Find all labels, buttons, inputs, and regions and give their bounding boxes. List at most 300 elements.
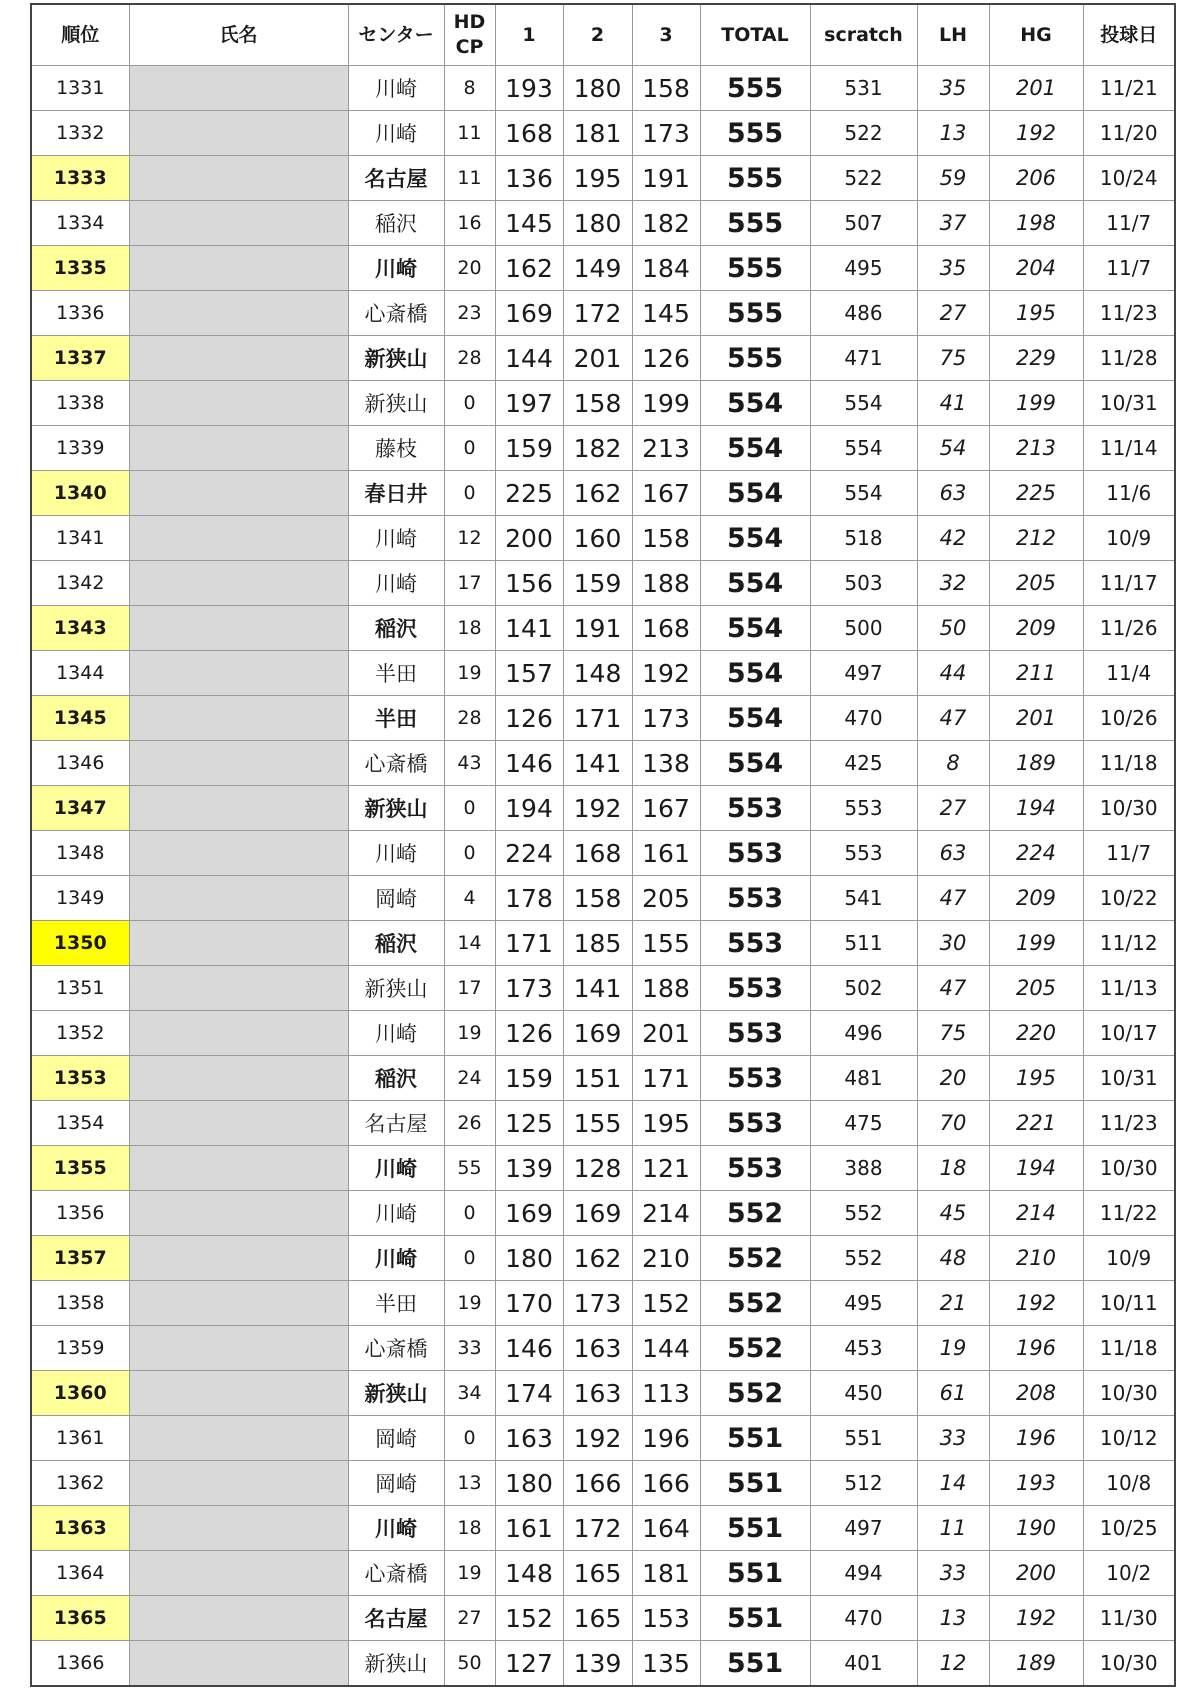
table-row [31,1596,1175,1641]
cell-hdcp: 19 [444,1011,495,1056]
cell-hdcp: 16 [444,201,495,246]
cell-total: 551 [700,1551,810,1596]
cell-center: 岡崎 [348,1461,444,1506]
header-hdcp [444,4,495,66]
cell-total: 554 [700,651,810,696]
cell-name [129,1056,348,1101]
cell-rank: 1363 [31,1506,129,1551]
table-row [31,1326,1175,1371]
cell-lh: 21 [917,1281,989,1326]
cell-rank: 1347 [31,786,129,831]
cell-date: 11/17 [1083,561,1175,606]
cell-rank: 1351 [31,966,129,1011]
table-row [31,66,1175,111]
header-hdcp-bottom: CP [455,36,484,58]
cell-total: 555 [700,66,810,111]
cell-center: 名古屋 [348,1101,444,1146]
cell-game-1: 125 [495,1101,563,1146]
cell-name [129,966,348,1011]
cell-total: 551 [700,1506,810,1551]
cell-total: 554 [700,696,810,741]
cell-date: 10/9 [1083,516,1175,561]
cell-scratch: 522 [810,156,917,201]
cell-lh: 63 [917,831,989,876]
cell-hdcp: 34 [444,1371,495,1416]
table-row [31,1146,1175,1191]
cell-hdcp: 12 [444,516,495,561]
cell-total: 552 [700,1326,810,1371]
cell-name [129,1146,348,1191]
cell-game-1: 127 [495,1641,563,1687]
cell-hg: 199 [989,381,1083,426]
cell-center: 新狭山 [348,381,444,426]
cell-scratch: 481 [810,1056,917,1101]
cell-game-1: 161 [495,1506,563,1551]
cell-center: 川崎 [348,561,444,606]
cell-hdcp: 0 [444,1236,495,1281]
cell-lh: 61 [917,1371,989,1416]
cell-lh: 30 [917,921,989,966]
cell-name [129,1236,348,1281]
header-game-2: 2 [563,4,632,66]
cell-hg: 213 [989,426,1083,471]
cell-game-1: 169 [495,1191,563,1236]
cell-name [129,1551,348,1596]
cell-game-3: 184 [632,246,700,291]
cell-rank: 1331 [31,66,129,111]
cell-game-1: 144 [495,336,563,381]
cell-total: 555 [700,291,810,336]
cell-date: 11/6 [1083,471,1175,516]
cell-hg: 220 [989,1011,1083,1056]
cell-rank: 1364 [31,1551,129,1596]
cell-game-1: 178 [495,876,563,921]
cell-date: 10/31 [1083,1056,1175,1101]
cell-rank: 1353 [31,1056,129,1101]
cell-lh: 59 [917,156,989,201]
cell-date: 11/14 [1083,426,1175,471]
cell-hg: 210 [989,1236,1083,1281]
cell-game-1: 159 [495,426,563,471]
cell-hg: 214 [989,1191,1083,1236]
cell-date: 10/25 [1083,1506,1175,1551]
cell-name [129,246,348,291]
ranking-table [30,3,1176,1687]
cell-lh: 50 [917,606,989,651]
cell-date: 10/31 [1083,381,1175,426]
cell-scratch: 495 [810,246,917,291]
cell-total: 553 [700,1146,810,1191]
cell-hdcp: 17 [444,561,495,606]
cell-date: 10/30 [1083,1641,1175,1687]
header-scratch: scratch [810,4,917,66]
header-total: TOTAL [700,4,810,66]
cell-scratch: 494 [810,1551,917,1596]
cell-total: 554 [700,426,810,471]
cell-lh: 12 [917,1641,989,1687]
cell-center: 川崎 [348,1011,444,1056]
cell-lh: 47 [917,696,989,741]
cell-hdcp: 50 [444,1641,495,1687]
cell-lh: 47 [917,966,989,1011]
cell-hg: 196 [989,1326,1083,1371]
cell-date: 11/18 [1083,741,1175,786]
cell-lh: 33 [917,1416,989,1461]
cell-lh: 35 [917,66,989,111]
cell-hdcp: 28 [444,336,495,381]
cell-hdcp: 0 [444,831,495,876]
cell-game-2: 172 [563,291,632,336]
cell-hg: 195 [989,1056,1083,1101]
table-row [31,1101,1175,1146]
cell-game-2: 195 [563,156,632,201]
cell-scratch: 497 [810,651,917,696]
cell-scratch: 497 [810,1506,917,1551]
cell-date: 11/18 [1083,1326,1175,1371]
cell-total: 553 [700,1011,810,1056]
cell-hg: 190 [989,1506,1083,1551]
cell-hdcp: 11 [444,111,495,156]
cell-game-3: 135 [632,1641,700,1687]
header-game-1: 1 [495,4,563,66]
cell-lh: 27 [917,291,989,336]
cell-scratch: 471 [810,336,917,381]
cell-total: 554 [700,516,810,561]
cell-lh: 14 [917,1461,989,1506]
cell-lh: 27 [917,786,989,831]
cell-lh: 32 [917,561,989,606]
cell-rank: 1365 [31,1596,129,1641]
cell-total: 553 [700,966,810,1011]
table-row [31,201,1175,246]
cell-game-2: 173 [563,1281,632,1326]
table-row [31,111,1175,156]
cell-center: 新狭山 [348,336,444,381]
cell-scratch: 475 [810,1101,917,1146]
cell-date: 10/30 [1083,1371,1175,1416]
cell-lh: 48 [917,1236,989,1281]
cell-hg: 192 [989,1596,1083,1641]
cell-center: 藤枝 [348,426,444,471]
cell-name [129,1506,348,1551]
cell-total: 555 [700,201,810,246]
cell-game-3: 181 [632,1551,700,1596]
cell-name [129,606,348,651]
cell-name [129,66,348,111]
table-row [31,651,1175,696]
cell-date: 10/12 [1083,1416,1175,1461]
cell-name [129,516,348,561]
cell-lh: 63 [917,471,989,516]
cell-center: 心斎橋 [348,1326,444,1371]
cell-rank: 1332 [31,111,129,156]
cell-rank: 1359 [31,1326,129,1371]
table-row [31,1281,1175,1326]
cell-hg: 209 [989,876,1083,921]
cell-center: 稲沢 [348,606,444,651]
cell-game-3: 153 [632,1596,700,1641]
cell-rank: 1341 [31,516,129,561]
cell-game-2: 158 [563,381,632,426]
cell-scratch: 553 [810,831,917,876]
cell-game-2: 185 [563,921,632,966]
cell-lh: 33 [917,1551,989,1596]
table-row [31,1191,1175,1236]
cell-total: 553 [700,831,810,876]
cell-game-2: 163 [563,1371,632,1416]
cell-hdcp: 0 [444,1416,495,1461]
cell-game-2: 168 [563,831,632,876]
cell-center: 名古屋 [348,1596,444,1641]
cell-date: 11/20 [1083,111,1175,156]
cell-lh: 20 [917,1056,989,1101]
cell-hdcp: 13 [444,1461,495,1506]
cell-center: 川崎 [348,246,444,291]
table-row [31,471,1175,516]
cell-name [129,201,348,246]
cell-game-1: 169 [495,291,563,336]
table-row [31,561,1175,606]
cell-hdcp: 0 [444,381,495,426]
cell-rank: 1333 [31,156,129,201]
cell-hg: 208 [989,1371,1083,1416]
cell-scratch: 511 [810,921,917,966]
cell-scratch: 495 [810,1281,917,1326]
cell-game-2: 191 [563,606,632,651]
cell-name [129,336,348,381]
cell-hg: 206 [989,156,1083,201]
cell-game-3: 188 [632,966,700,1011]
cell-lh: 41 [917,381,989,426]
cell-game-3: 192 [632,651,700,696]
table-row [31,786,1175,831]
cell-rank: 1342 [31,561,129,606]
cell-game-1: 174 [495,1371,563,1416]
cell-scratch: 531 [810,66,917,111]
cell-center: 岡崎 [348,876,444,921]
cell-scratch: 470 [810,1596,917,1641]
table-row [31,426,1175,471]
cell-lh: 70 [917,1101,989,1146]
cell-hdcp: 28 [444,696,495,741]
cell-total: 551 [700,1461,810,1506]
cell-game-3: 166 [632,1461,700,1506]
cell-rank: 1355 [31,1146,129,1191]
cell-game-3: 199 [632,381,700,426]
cell-name [129,111,348,156]
cell-lh: 35 [917,246,989,291]
cell-game-3: 113 [632,1371,700,1416]
cell-center: 心斎橋 [348,291,444,336]
cell-date: 11/13 [1083,966,1175,1011]
cell-center: 稲沢 [348,201,444,246]
cell-game-2: 148 [563,651,632,696]
cell-game-1: 156 [495,561,563,606]
cell-game-2: 169 [563,1011,632,1056]
cell-game-2: 141 [563,966,632,1011]
cell-name [129,1641,348,1687]
cell-game-2: 192 [563,786,632,831]
cell-name [129,786,348,831]
cell-game-1: 162 [495,246,563,291]
cell-hg: 195 [989,291,1083,336]
cell-hg: 201 [989,66,1083,111]
cell-rank: 1362 [31,1461,129,1506]
cell-total: 555 [700,111,810,156]
cell-center: 川崎 [348,1236,444,1281]
cell-game-2: 180 [563,201,632,246]
cell-hg: 199 [989,921,1083,966]
cell-scratch: 552 [810,1191,917,1236]
cell-hdcp: 26 [444,1101,495,1146]
cell-rank: 1345 [31,696,129,741]
cell-total: 552 [700,1236,810,1281]
cell-game-2: 158 [563,876,632,921]
cell-date: 11/23 [1083,291,1175,336]
cell-lh: 47 [917,876,989,921]
cell-total: 555 [700,246,810,291]
cell-date: 10/30 [1083,1146,1175,1191]
cell-game-3: 158 [632,66,700,111]
cell-game-3: 121 [632,1146,700,1191]
table-row [31,1056,1175,1101]
cell-lh: 18 [917,1146,989,1191]
cell-hdcp: 14 [444,921,495,966]
cell-name [129,156,348,201]
cell-scratch: 518 [810,516,917,561]
cell-game-3: 205 [632,876,700,921]
cell-game-3: 210 [632,1236,700,1281]
cell-date: 10/11 [1083,1281,1175,1326]
cell-center: 川崎 [348,111,444,156]
cell-center: 半田 [348,1281,444,1326]
cell-game-2: 166 [563,1461,632,1506]
table-row [31,921,1175,966]
cell-hg: 209 [989,606,1083,651]
cell-lh: 19 [917,1326,989,1371]
cell-scratch: 552 [810,1236,917,1281]
cell-game-3: 126 [632,336,700,381]
table-row [31,1416,1175,1461]
cell-game-3: 182 [632,201,700,246]
table-row [31,1551,1175,1596]
cell-game-2: 162 [563,471,632,516]
cell-scratch: 500 [810,606,917,651]
cell-lh: 37 [917,201,989,246]
cell-rank: 1340 [31,471,129,516]
cell-hg: 194 [989,1146,1083,1191]
cell-game-3: 195 [632,1101,700,1146]
cell-game-2: 141 [563,741,632,786]
cell-total: 551 [700,1641,810,1687]
cell-hg: 224 [989,831,1083,876]
cell-rank: 1352 [31,1011,129,1056]
cell-total: 553 [700,786,810,831]
cell-center: 新狭山 [348,1371,444,1416]
cell-game-3: 138 [632,741,700,786]
table-row [31,336,1175,381]
cell-game-2: 171 [563,696,632,741]
cell-total: 552 [700,1191,810,1236]
cell-date: 11/7 [1083,246,1175,291]
cell-game-1: 148 [495,1551,563,1596]
cell-game-3: 201 [632,1011,700,1056]
cell-rank: 1336 [31,291,129,336]
cell-rank: 1366 [31,1641,129,1687]
cell-hdcp: 27 [444,1596,495,1641]
cell-game-3: 168 [632,606,700,651]
cell-hdcp: 19 [444,1551,495,1596]
cell-scratch: 522 [810,111,917,156]
cell-total: 554 [700,381,810,426]
cell-game-1: 141 [495,606,563,651]
table-row [31,696,1175,741]
cell-hg: 194 [989,786,1083,831]
cell-total: 552 [700,1281,810,1326]
cell-center: 新狭山 [348,1641,444,1687]
cell-hdcp: 11 [444,156,495,201]
cell-name [129,651,348,696]
table-row [31,741,1175,786]
cell-game-1: 170 [495,1281,563,1326]
cell-rank: 1339 [31,426,129,471]
cell-center: 川崎 [348,1146,444,1191]
cell-game-1: 171 [495,921,563,966]
cell-date: 11/7 [1083,201,1175,246]
cell-rank: 1346 [31,741,129,786]
table-row [31,156,1175,201]
cell-total: 551 [700,1416,810,1461]
cell-total: 554 [700,606,810,651]
cell-date: 10/22 [1083,876,1175,921]
cell-hdcp: 43 [444,741,495,786]
table-row [31,381,1175,426]
cell-rank: 1335 [31,246,129,291]
cell-center: 心斎橋 [348,741,444,786]
cell-lh: 13 [917,111,989,156]
cell-hdcp: 55 [444,1146,495,1191]
cell-center: 新狭山 [348,786,444,831]
cell-total: 551 [700,1596,810,1641]
cell-date: 11/4 [1083,651,1175,696]
cell-date: 11/12 [1083,921,1175,966]
cell-game-1: 136 [495,156,563,201]
cell-date: 10/8 [1083,1461,1175,1506]
cell-hg: 221 [989,1101,1083,1146]
header-row [31,4,1175,66]
cell-game-1: 194 [495,786,563,831]
cell-hg: 198 [989,201,1083,246]
cell-hdcp: 24 [444,1056,495,1101]
cell-game-1: 180 [495,1236,563,1281]
cell-game-2: 155 [563,1101,632,1146]
table-row [31,1506,1175,1551]
cell-rank: 1358 [31,1281,129,1326]
cell-scratch: 388 [810,1146,917,1191]
cell-game-1: 126 [495,696,563,741]
cell-game-1: 126 [495,1011,563,1056]
cell-hdcp: 0 [444,426,495,471]
cell-scratch: 507 [810,201,917,246]
cell-center: 半田 [348,696,444,741]
cell-name [129,1281,348,1326]
cell-total: 553 [700,1056,810,1101]
cell-game-1: 168 [495,111,563,156]
cell-date: 11/26 [1083,606,1175,651]
cell-hdcp: 18 [444,1506,495,1551]
cell-game-3: 171 [632,1056,700,1101]
cell-hg: 205 [989,561,1083,606]
